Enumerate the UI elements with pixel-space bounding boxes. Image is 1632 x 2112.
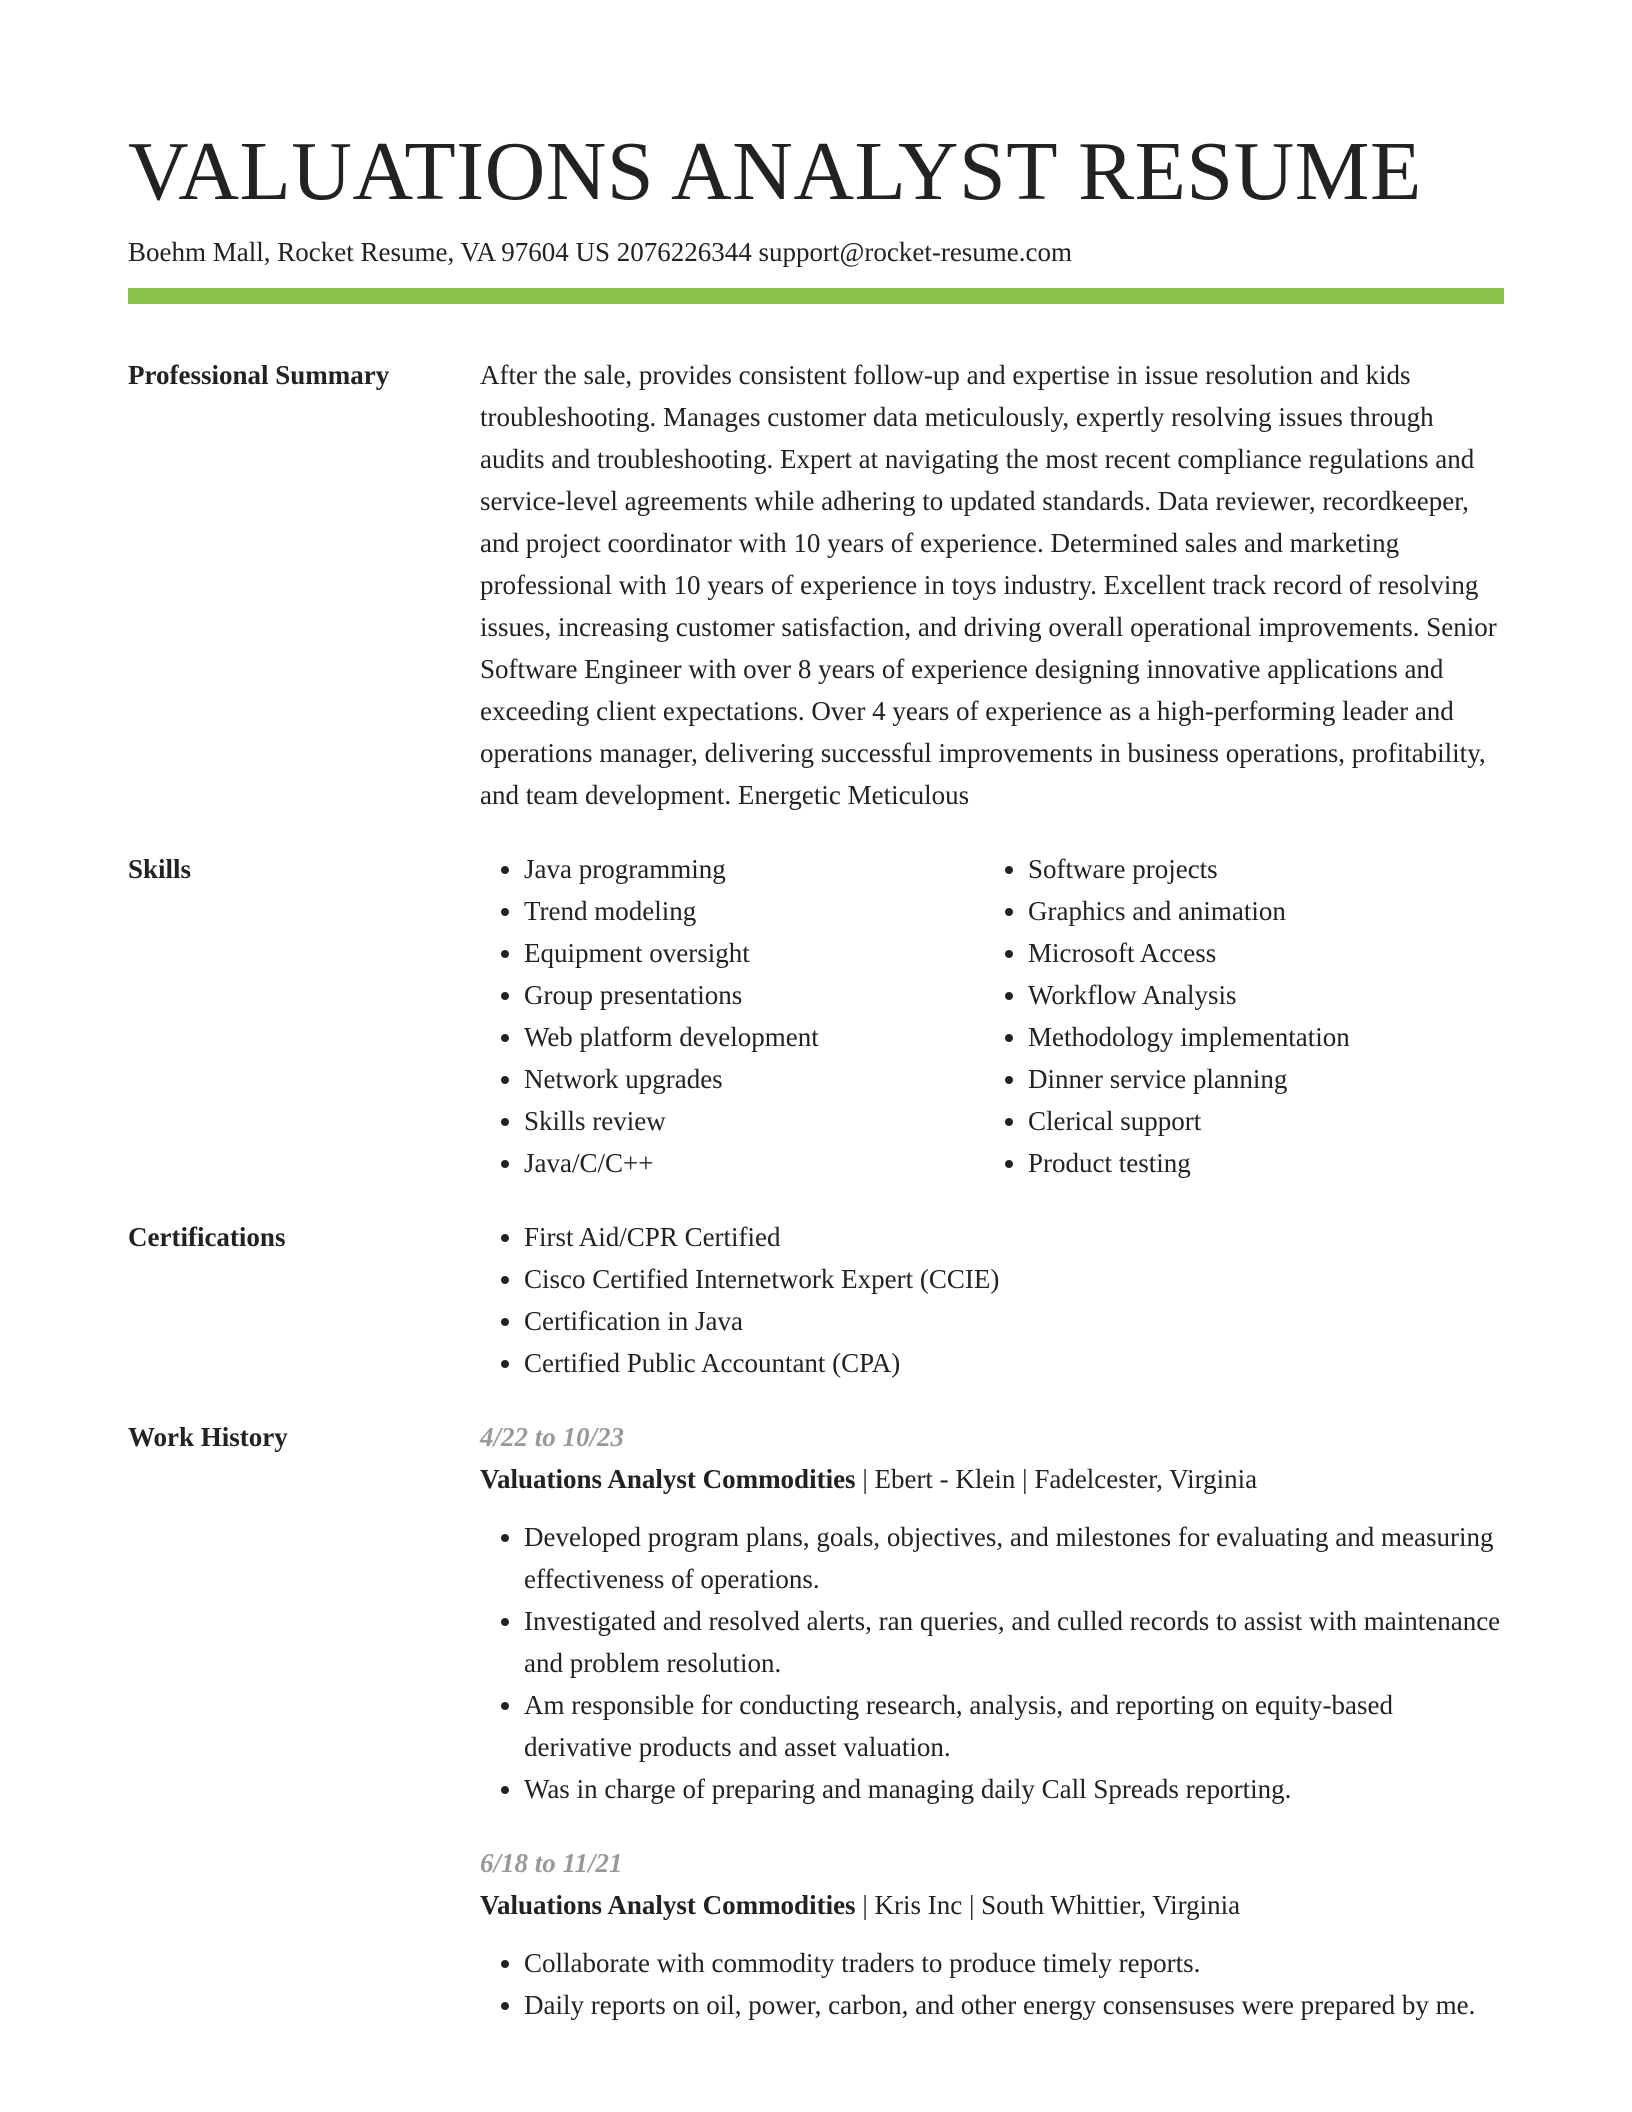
certification-item: • Certification in Java	[524, 1300, 1504, 1342]
skill-item: • Group presentations	[524, 974, 984, 1016]
skill-item: • Dinner service planning	[1028, 1058, 1488, 1100]
work-history-section	[128, 1416, 1504, 2026]
skills-body	[480, 848, 1504, 1184]
skill-item: • Software projects	[1028, 848, 1488, 890]
skill-item: • Java/C/C++	[524, 1142, 984, 1184]
skills-list-right	[984, 848, 1488, 1184]
certifications-list	[480, 1216, 1504, 1384]
section-label-summary: Professional Summary	[128, 360, 390, 390]
summary-text: After the sale, provides consistent follow-up and expertise in issue resolution and kids troubleshooting. Manages customer data meticulously, expertly resolving issues through audits and troubleshooting. Expert at navigating the most recent compliance regulations and service-level agreements while adhering to updated standards. Data reviewer, recordkeeper, and project coordinator with 10 years of experience. Determined sales and marketing professional with 10 years of experience in toys industry. Excellent track record of resolving issues, increasing customer satisfaction, and driving overall operational improvements. Senior Software Engineer with over 8 years of experience designing innovative applications and exceeding client expectations. Over 4 years of experience as a high-performing leader and operations manager, delivering successful improvements in business operations, profitability, and team development. Energetic Meticulous	[480, 360, 1497, 810]
section-label-skills: Skills	[128, 854, 192, 884]
skill-item: • Skills review	[524, 1100, 984, 1142]
job-details: | Kris Inc | South Whittier, Virginia	[855, 1890, 1241, 1920]
job-bullet: • Developed program plans, goals, objectives, and milestones for evaluating and measuring effectiveness of operations.	[524, 1516, 1504, 1600]
job-bullets	[480, 1942, 1504, 2026]
skill-item: • Graphics and animation	[1028, 890, 1488, 932]
job-entry	[480, 1842, 1504, 2026]
skills-list-left	[480, 848, 984, 1184]
summary-body	[480, 354, 1504, 816]
contact-line: Boehm Mall, Rocket Resume, VA 97604 US 2076226344 support@rocket-resume.com	[128, 237, 1073, 267]
job-entry	[480, 1416, 1504, 1810]
job-title: Valuations Analyst Commodities	[480, 1890, 856, 1920]
job-bullet: • Was in charge of preparing and managing daily Call Spreads reporting.	[524, 1768, 1504, 1810]
skill-item: • Clerical support	[1028, 1100, 1488, 1142]
section-label-certifications: Certifications	[128, 1222, 286, 1252]
certification-item: • Certified Public Accountant (CPA)	[524, 1342, 1504, 1384]
certification-item: • First Aid/CPR Certified	[524, 1216, 1504, 1258]
certification-item: • Cisco Certified Internetwork Expert (CCIE)	[524, 1258, 1504, 1300]
skill-item: • Methodology implementation	[1028, 1016, 1488, 1058]
job-date: 6/18 to 11/21	[480, 1848, 623, 1878]
job-details: | Ebert - Klein | Fadelcester, Virginia	[855, 1464, 1258, 1494]
job-date: 4/22 to 10/23	[480, 1422, 625, 1452]
skill-item: • Network upgrades	[524, 1058, 984, 1100]
skill-item: • Workflow Analysis	[1028, 974, 1488, 1016]
work-history-body	[480, 1416, 1504, 2026]
job-heading	[480, 1884, 1504, 1926]
certifications-body	[480, 1216, 1504, 1384]
skills-section	[128, 848, 1504, 1184]
job-heading	[480, 1458, 1504, 1500]
resume-page	[128, 0, 1504, 2026]
skill-item: • Microsoft Access	[1028, 932, 1488, 974]
skill-item: • Web platform development	[524, 1016, 984, 1058]
job-bullet: • Am responsible for conducting research, analysis, and reporting on equity-based derivative products and asset valuation.	[524, 1684, 1504, 1768]
skill-item: • Product testing	[1028, 1142, 1488, 1184]
skill-item: • Trend modeling	[524, 890, 984, 932]
job-bullets	[480, 1516, 1504, 1810]
job-bullet: • Daily reports on oil, power, carbon, and other energy consensuses were prepared by me.	[524, 1984, 1504, 2026]
header-divider	[128, 288, 1504, 304]
certifications-section	[128, 1216, 1504, 1384]
section-label-work-history: Work History	[128, 1422, 288, 1452]
job-bullet: • Investigated and resolved alerts, ran queries, and culled records to assist with maintenance and problem resolution.	[524, 1600, 1504, 1684]
job-bullet: • Collaborate with commodity traders to produce timely reports.	[524, 1942, 1504, 1984]
summary-section	[128, 354, 1504, 816]
resume-title: VALUATIONS ANALYST RESUME	[128, 125, 1422, 218]
job-title: Valuations Analyst Commodities	[480, 1464, 856, 1494]
skill-item: • Java programming	[524, 848, 984, 890]
skill-item: • Equipment oversight	[524, 932, 984, 974]
